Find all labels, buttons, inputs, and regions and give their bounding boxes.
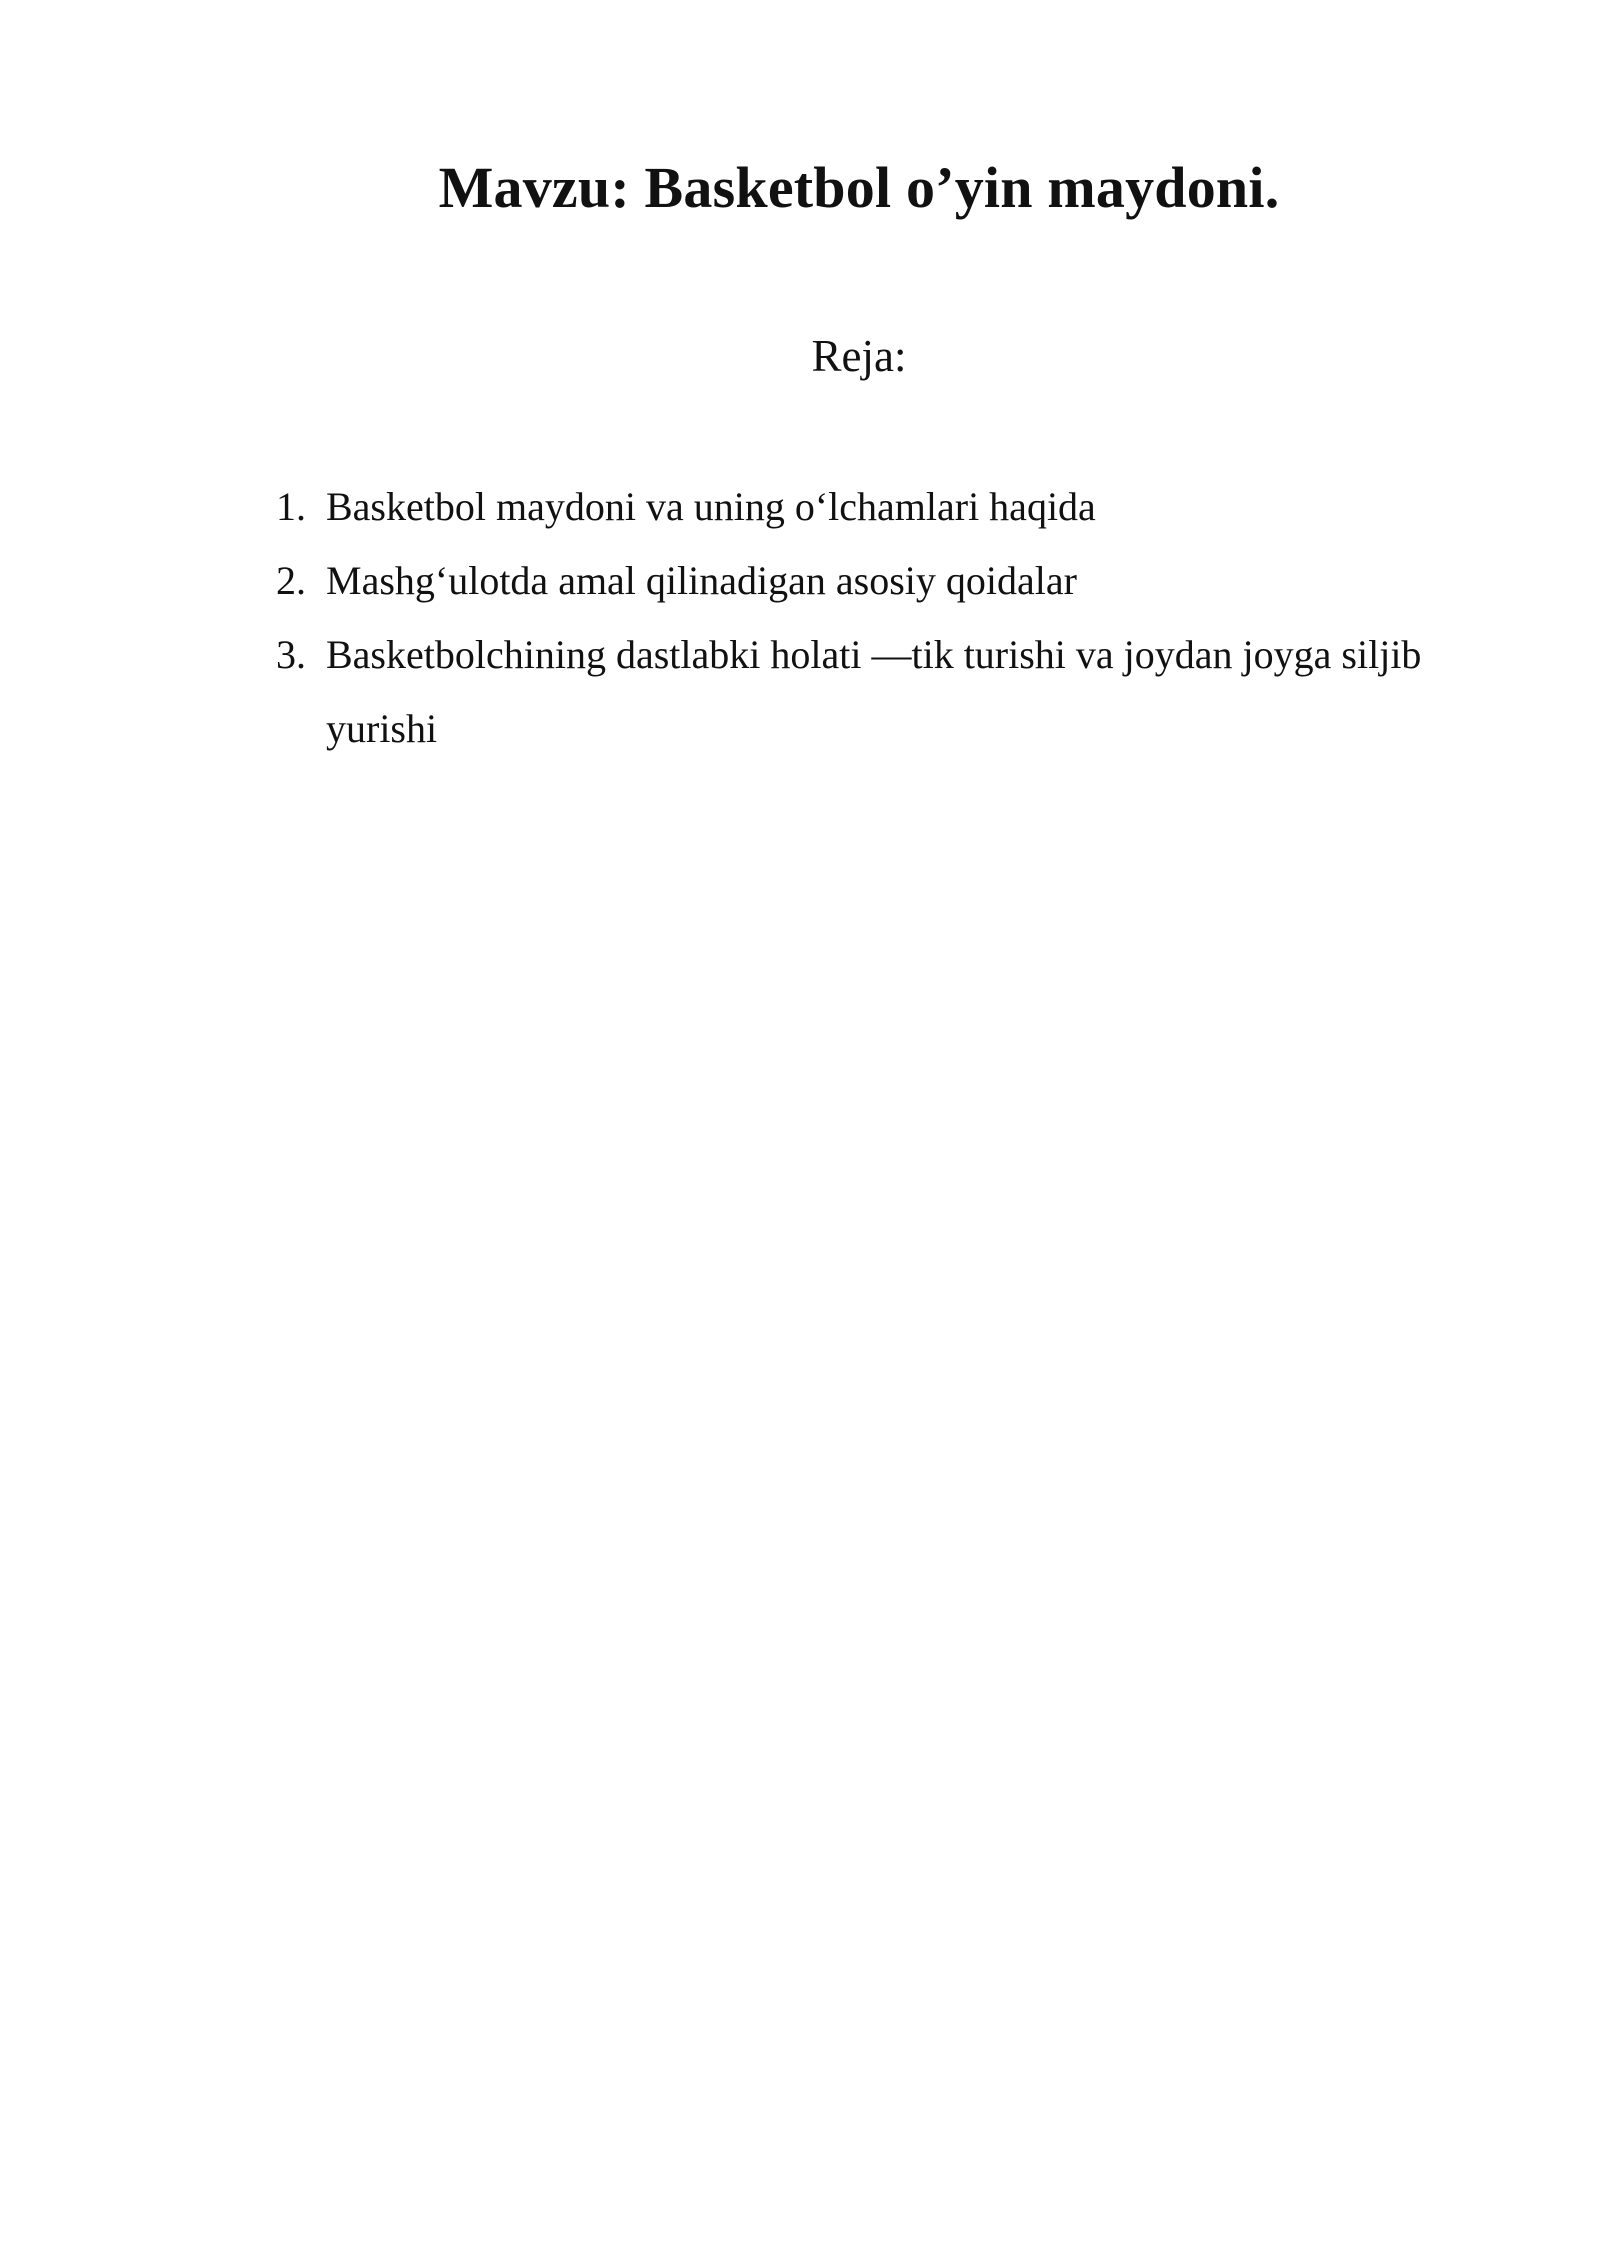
list-item-text: Mashgʻulotda amal qilinadigan asosiy qoidalar xyxy=(326,558,1077,603)
list-item-text: Basketbol maydoni va uning oʻlchamlari haqida xyxy=(326,484,1096,529)
list-item-number: 2. xyxy=(276,558,306,603)
plan-heading: Reja: xyxy=(811,331,907,381)
list-item xyxy=(270,470,1440,544)
list-item-number: 1. xyxy=(276,484,306,529)
page-title: Mavzu: Basketbol o’yin maydoni. xyxy=(438,155,1280,220)
list-item-number: 3. xyxy=(276,632,306,677)
list-item-text: Basketbolchining dastlabki holati —tik turishi va joydan joyga siljib yurishi xyxy=(326,632,1422,751)
plan-list xyxy=(270,470,1440,766)
list-item xyxy=(270,544,1440,618)
list-item xyxy=(270,618,1440,766)
